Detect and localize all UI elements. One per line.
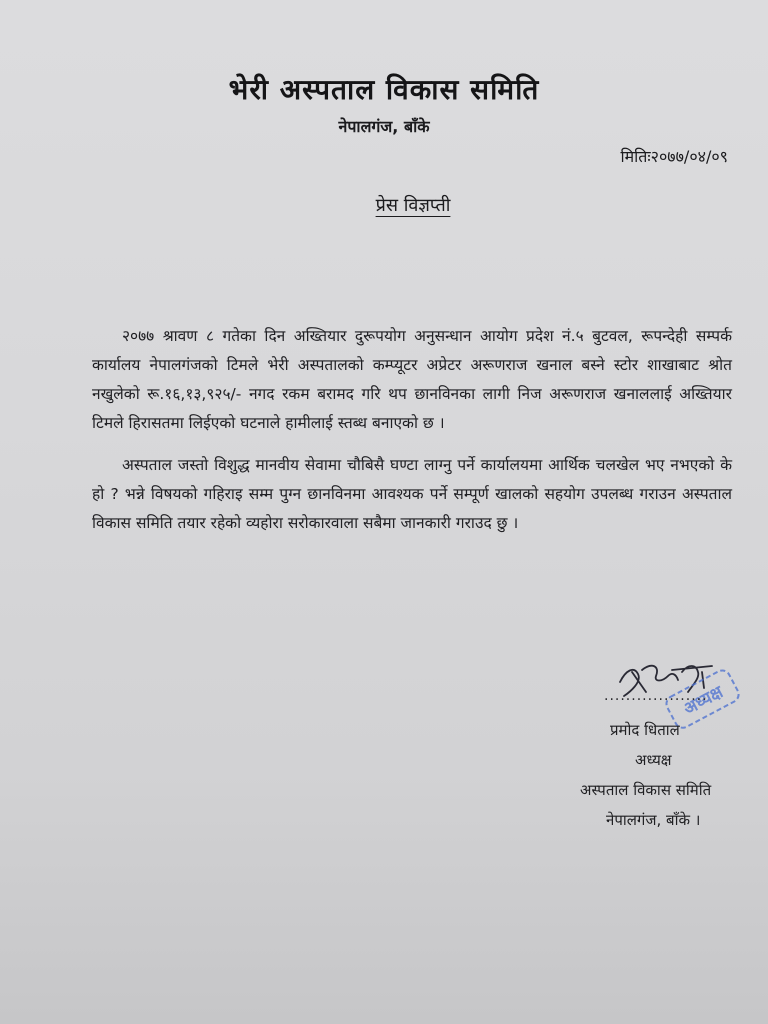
signatory-name: प्रमोद धिताल (610, 721, 680, 739)
organization-title: भेरी अस्पताल विकास समिति (228, 73, 540, 106)
signature-block (580, 715, 750, 835)
heading-text: प्रेस विज्ञप्ती (375, 195, 451, 216)
paragraph-2: अस्पताल जस्तो विशुद्ध मानवीय सेवामा चौबिसै घण्टा लाग्नु पर्ने कार्यालयमा आर्थिक चलखेल भए नभएको के हो ? भन्ने विषयको गहिराइ सम्म पुग्न छानविनमा आवश्यक पर्ने सम्पूर्ण खालको सहयोग उपलब्ध गराउन अस्पताल विकास समिति तयार रहेको व्यहोरा सरोकारवाला सबैमा जानकारी गराउद छु । (92, 456, 732, 532)
document-heading (0, 193, 768, 217)
signatory-organization: अस्पताल विकास समिति (580, 781, 712, 799)
paragraph-1: २०७७ श्रावण ८ गतेका दिन अख्तियार दुरूपयोग अनुसन्धान आयोग प्रदेश नं.५ बुटवल, रूपन्देही सम्पर्क कार्यालय नेपालगंजको टिमले भेरी अस्पतालको कम्प्यूटर अप्रेटर अरूणराज खनाल बस्ने स्टोर शाखाबाट श्रोत नखुलेको रू.१६,१३,९२५/- नगद रकम बरामद गरि थप छानविनका लागी निज अरूणराज खनाललाई अख्तियार टिमले हिरासतमा लिईएको घटनाले हामीलाई स्तब्ध बनाएको छ । (92, 327, 732, 432)
document-body (92, 322, 732, 551)
stamp-text: अध्यक्ष (680, 682, 727, 720)
signatory-role: अध्यक्ष (635, 751, 672, 769)
organization-location: नेपालगंज, बाँके (338, 117, 430, 136)
signatory-address: नेपालगंज, बाँके । (606, 811, 701, 829)
signature-line: ................... (604, 688, 708, 704)
document-date: मितिः२०७७/०४/०९ (620, 147, 728, 166)
